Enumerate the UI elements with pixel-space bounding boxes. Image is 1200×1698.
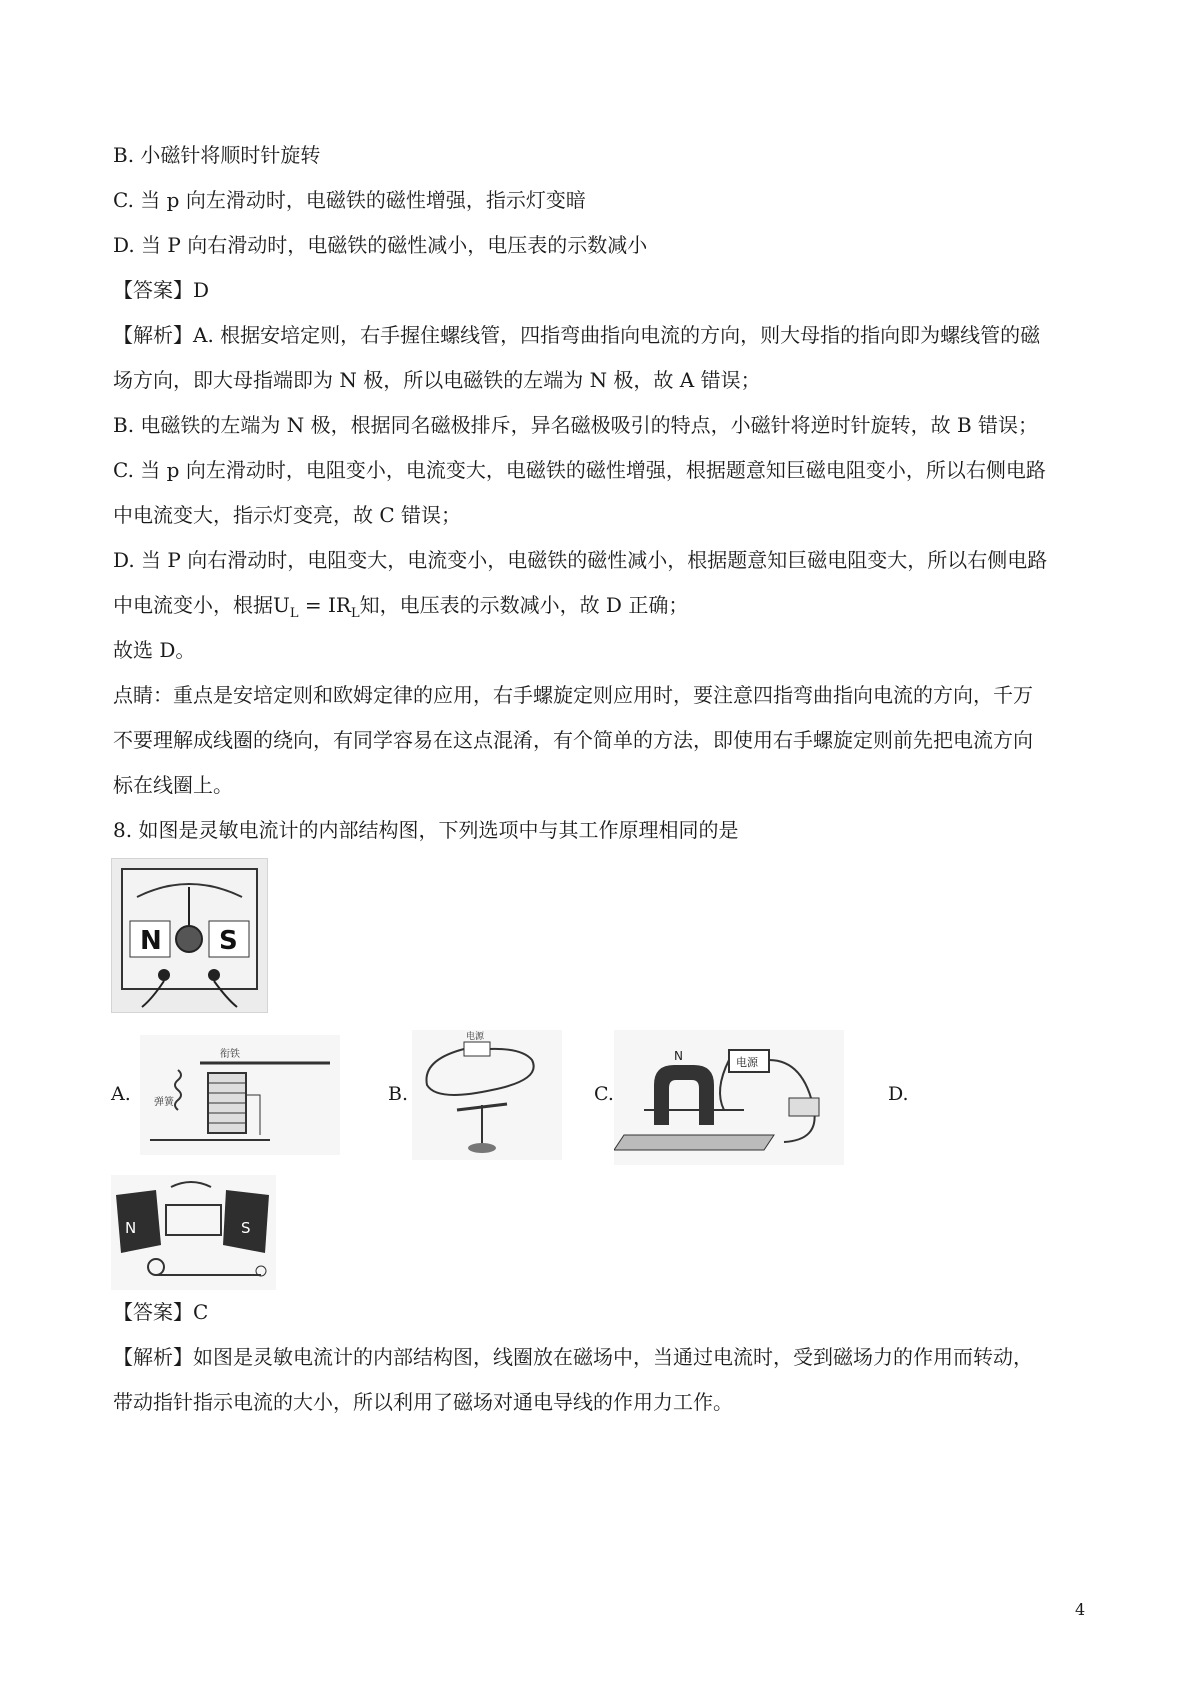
formula-sub: L — [350, 606, 360, 621]
option-c-text: C. 当 p 向左滑动时，电磁铁的磁性增强，指示灯变暗 — [113, 188, 586, 212]
analysis-line: 【解析】A. 根据安培定则，右手握住螺线管，四指弯曲指向电流的方向，则大母指的指向即为螺线管的磁 — [113, 323, 1041, 347]
analysis-formula-line — [113, 591, 688, 628]
magnet-n-label: N — [674, 1049, 683, 1063]
formula-u: U — [273, 593, 290, 617]
magnet-s-label: S — [241, 1219, 251, 1237]
question-8: 8. 如图是灵敏电流计的内部结构图，下列选项中与其工作原理相同的是 — [113, 818, 739, 842]
option-b-text: B. 小磁针将顺时针旋转 — [113, 143, 321, 167]
spring-label: 弹簧 — [154, 1097, 174, 1108]
option-d-label: D. — [888, 1083, 909, 1105]
tip-line: 不要理解成线圈的绕向，有同学容易在这点混淆，有个简单的方法，即使用右手螺旋定则前先把电流方向 — [113, 728, 1033, 752]
text-segment: 知，电压表的示数减小，故 D 正确； — [359, 593, 689, 617]
option-d-figure — [111, 1175, 276, 1290]
answer-line: 【答案】D — [113, 278, 210, 302]
option-c-figure — [614, 1030, 844, 1165]
option-a-label: A. — [111, 1083, 131, 1105]
option-c-label: C. — [594, 1083, 614, 1105]
conclusion-line: 故选 D。 — [113, 638, 196, 662]
analysis-line: 中电流变大，指示灯变亮，故 C 错误； — [113, 503, 462, 527]
formula-sub: L — [289, 606, 299, 621]
magnet-n-label: N — [125, 1219, 137, 1237]
option-a-figure — [140, 1035, 340, 1155]
tip-line: 标在线圈上。 — [113, 773, 233, 797]
galvanometer-figure — [111, 858, 268, 1013]
option-b-figure — [412, 1030, 562, 1160]
power-label: 电源 — [736, 1056, 758, 1069]
analysis-line: 【解析】如图是灵敏电流计的内部结构图，线圈放在磁场中，当通过电流时，受到磁场力的作用而转动， — [113, 1345, 1033, 1369]
answer-line: 【答案】C — [113, 1300, 209, 1324]
analysis-line: 带动指针指示电流的大小，所以利用了磁场对通电导线的作用力工作。 — [113, 1390, 733, 1414]
tip-line: 点睛：重点是安培定则和欧姆定律的应用，右手螺旋定则应用时，要注意四指弯曲指向电流的方向，千万 — [113, 683, 1033, 707]
page-number: 4 — [1075, 1600, 1086, 1619]
analysis-line: C. 当 p 向左滑动时，电阻变小，电流变大，电磁铁的磁性增强，根据题意知巨磁电阻变小，所以右侧电路 — [113, 458, 1046, 482]
armature-label: 衔铁 — [220, 1049, 240, 1060]
option-b-label: B. — [388, 1083, 409, 1105]
analysis-line: 场方向，即大母指端即为 N 极，所以电磁铁的左端为 N 极，故 A 错误； — [113, 368, 761, 392]
analysis-line: B. 电磁铁的左端为 N 极，根据同名磁极排斥，异名磁极吸引的特点，小磁针将逆时针旋转，故 B 错误； — [113, 413, 1039, 437]
analysis-line: D. 当 P 向右滑动时，电阻变大，电流变小，电磁铁的磁性减小，根据题意知巨磁电阻变大，所以右侧电路 — [113, 548, 1048, 572]
power-label: 电源 — [466, 1032, 485, 1042]
text-segment: 中电流变小，根据 — [113, 593, 273, 617]
magnet-n-label: N — [140, 926, 162, 956]
magnet-s-label: S — [219, 926, 238, 956]
formula-eq: = IR — [298, 593, 351, 617]
option-d-text: D. 当 P 向右滑动时，电磁铁的磁性减小，电压表的示数减小 — [113, 233, 648, 257]
